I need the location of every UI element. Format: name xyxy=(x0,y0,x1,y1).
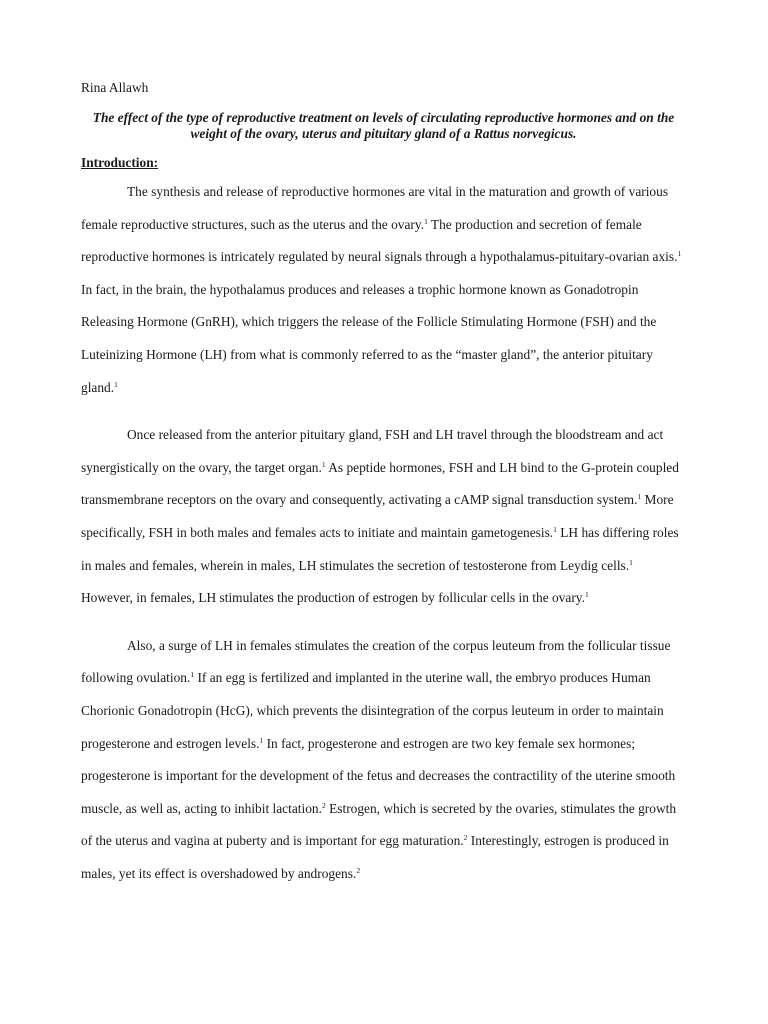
paragraph-text: Also, a surge of LH in females stimulates the creation of the corpus leuteum from the follicular tissue following ovulation. xyxy=(81,637,671,686)
paragraph-text: If an egg is fertilized and implanted in the uterine wall, the embryo produces Human Chorionic Gonadotropin (HcG), which prevents the disintegration of the corpus leuteum in order to maintain progesterone and estrogen levels. xyxy=(81,670,664,751)
paragraph-text: As peptide hormones, FSH and LH bind to the G-protein coupled transmembrane receptors on the ovary and consequently, activating a cAMP signal transduction system. xyxy=(81,459,679,508)
citation-superscript: 1 xyxy=(190,670,195,680)
citation-superscript: 2 xyxy=(463,833,468,843)
paragraph-text: The production and secretion of female reproductive hormones is intricately regulated by neural signals through a hypothalamus-pituitary-ovarian axis. xyxy=(81,216,678,265)
citation-superscript: 1 xyxy=(114,379,118,389)
citation-superscript: 1 xyxy=(629,557,633,567)
citation-superscript: 1 xyxy=(677,249,682,259)
paragraph-text: More specifically, FSH in both males and females acts to initiate and maintain gametogenesis. xyxy=(81,492,674,540)
paragraph-text: Once released from the anterior pituitary gland, FSH and LH travel through the bloodstream and act synergistically on the ovary, the target organ. xyxy=(81,427,664,475)
paragraph-text: However, in females, LH stimulates the production of estrogen by follicular cells in the ovary. xyxy=(81,590,585,606)
paragraph-2 xyxy=(81,419,686,615)
paragraph-text: Interestingly, estrogen is produced in males, yet its effect is overshadowed by androgens. xyxy=(81,833,669,881)
paragraph-text: In fact, progesterone and estrogen are two key female sex hormones; progesterone is important for the development of the fetus and decreases the contractility of the uterine smooth muscle, as well as, acting to inhibit lactation. xyxy=(81,735,676,816)
citation-superscript: 2 xyxy=(321,800,326,810)
paragraph-3 xyxy=(81,630,686,891)
citation-superscript: 1 xyxy=(259,735,264,745)
paragraph-text: Estrogen, which is secreted by the ovaries, stimulates the growth of the uterus and vagina at puberty and is important for egg maturation. xyxy=(81,800,677,849)
paragraph-1 xyxy=(81,176,686,404)
author-name: Rina Allawh xyxy=(81,80,149,95)
citation-superscript: 1 xyxy=(637,492,642,502)
document-title: The effect of the type of reproductive treatment on levels of circulating reproductive hormones and on the weight of the ovary, uterus and pituitary gland of a Rattus norvegicus. xyxy=(92,110,675,141)
citation-superscript: 1 xyxy=(321,459,326,469)
section-heading: Introduction: xyxy=(81,155,159,170)
citation-superscript: 1 xyxy=(553,524,557,534)
citation-superscript: 1 xyxy=(584,590,589,600)
paragraph-text: LH has differing roles in males and females, wherein in males, LH stimulates the secretion of testosterone from Leydig cells. xyxy=(81,524,679,573)
paragraph-text: In fact, in the brain, the hypothalamus produces and releases a trophic hormone known as Gonadotropin Releasing Hormone (GnRH), which triggers the release of the Follicle Stimulating Hormone (FSH) and the Luteinizing Hormone (LH) from what is commonly referred to as the “master gland”, the anterior pituitary gland. xyxy=(81,281,657,395)
citation-superscript: 1 xyxy=(424,216,428,226)
paragraph-text: The synthesis and release of reproductive hormones are vital in the maturation and growth of various female reproductive structures, such as the uterus and the ovary. xyxy=(81,184,669,232)
citation-superscript: 2 xyxy=(356,865,361,875)
